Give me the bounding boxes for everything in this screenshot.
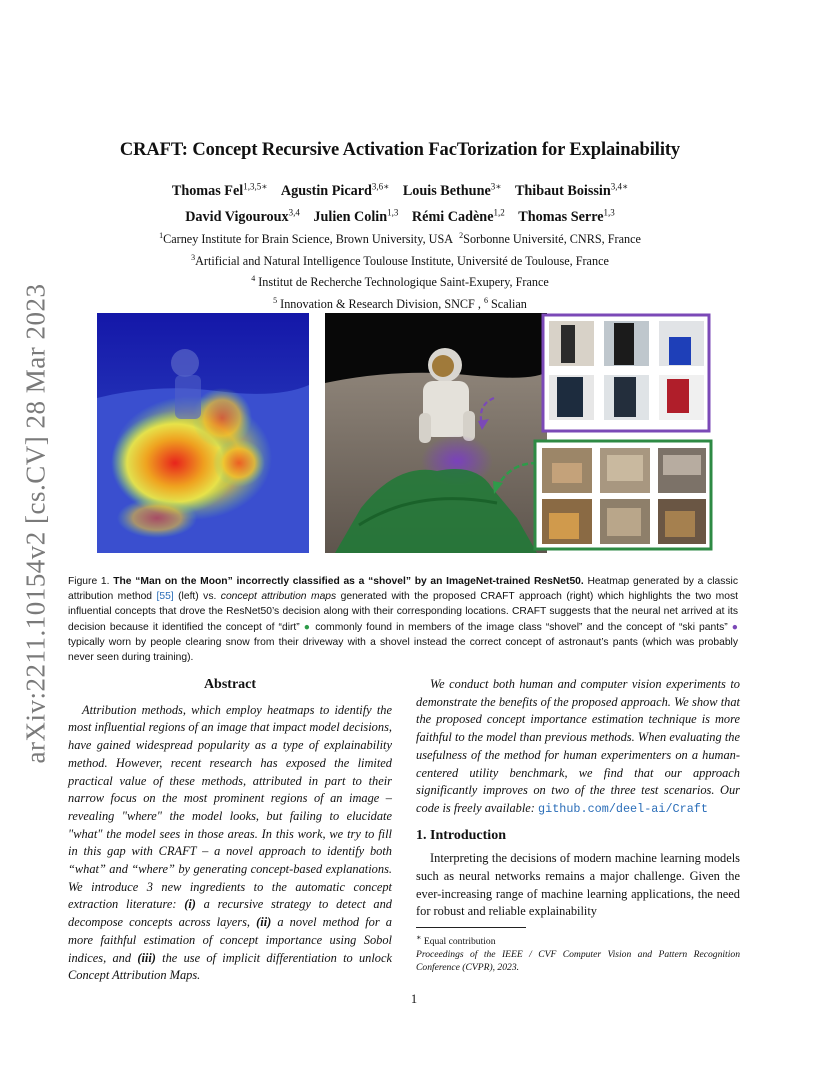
concept-ski-pants-dot: ● bbox=[731, 621, 738, 633]
section-heading-introduction: 1. Introduction bbox=[416, 827, 506, 843]
footnote-equal-contribution: ∗ Equal contribution bbox=[416, 933, 496, 948]
author: Thibaut Boissin$^{3,4∗}$ bbox=[514, 181, 629, 199]
citation-link[interactable]: [55] bbox=[156, 591, 174, 603]
affiliation-line: $^4$ Institut de Recherche Technologique Saint-Exupery, France bbox=[251, 274, 549, 290]
footnote-proceedings: Proceedings of the IEEE / CVF Computer Vision and Pattern Recognition Conference (CVPR), 2023. bbox=[416, 949, 740, 974]
paper-title: CRAFT: Concept Recursive Activation FacTorization for Explainability bbox=[119, 140, 681, 160]
introduction-paragraph: Interpreting the decisions of modern machine learning models such as neural networks remains a major challenge. Given the ever-increasing range of machine learning applications, the need for robust and reliable explainability bbox=[416, 851, 740, 919]
affiliation-line: $^1$Carney Institute for Brain Science, Brown University, USA $^2$Sorbonne Université, CNRS, France bbox=[159, 231, 641, 247]
author: Thomas Serre$^{1,3}$ bbox=[518, 207, 615, 226]
figure-label: Figure 1. bbox=[68, 576, 110, 587]
left-column bbox=[68, 676, 392, 985]
right-column bbox=[416, 676, 740, 974]
page-number: 1 bbox=[410, 992, 418, 1006]
author: David Vigouroux$^{3,4}$ bbox=[185, 207, 300, 226]
author-list bbox=[80, 175, 720, 228]
footnotes bbox=[416, 931, 740, 974]
abstract-heading: Abstract bbox=[203, 677, 257, 692]
footnote-divider bbox=[416, 927, 526, 928]
affiliations bbox=[80, 227, 720, 313]
abstract-paragraph: Attribution methods, which employ heatmaps to identify the most influential regions of an image that impact model decisions, have gained widespread popularity as a type of explainability method. However, recent research has exposed the limited practical value of these methods, attributed in part to their narrow focus on the most prominent regions of an image – revealing "where" the model looks, but failing to elucidate "what" the model sees in those areas. In this work, we try to fill in this gap with CRAFT – a novel approach to identify both “what” and “where” by generating concept-based explanations. We introduce 3 new ingredients to the automatic concept extraction literature: (i) a recursive strategy to detect and decompose concepts across layers, (ii) a novel method for a more faithful estimation of concept importance using Sobol indices, and (iii) the use of implicit differentiation to unlock Concept Attribution Maps. bbox=[68, 702, 392, 983]
author: Rémi Cadène$^{1,2}$ bbox=[411, 207, 505, 226]
code-repo-link[interactable]: github.com/deel-ai/Craft bbox=[538, 801, 708, 816]
concept-dirt-dot: ● bbox=[303, 621, 312, 633]
figure-illustration bbox=[97, 313, 719, 553]
figure-caption: Figure 1. The “Man on the Moon” incorrectly classified as a “shovel” by an ImageNet-trained ResNet50. Heatmap generated by a classic attribution method [55] (left) vs. concept attribution maps generated with the proposed CRAFT approach (right) which highlights the two most influential concepts that drove the ResNet50’s decision along with their corresponding locations. CRAFT suggests that the neural net arrived at its decision because it identified the concept of “dirt” ● commonly found in members of the image class “shovel” and the concept of “ski pants” ● typically worn by people clearing snow from their driveway with a shovel instead the correct concept of astronaut’s pants (which was probably never seen during training). bbox=[68, 576, 738, 664]
author: Julien Colin$^{1,3}$ bbox=[313, 207, 399, 226]
author: Thomas Fel$^{1,3,5∗}$ bbox=[171, 181, 268, 199]
affiliation-line: $^5$ Innovation & Research Division, SNCF , $^6$ Scalian bbox=[273, 295, 527, 311]
arxiv-sidebar bbox=[22, 283, 50, 763]
affiliation-line: $^3$Artificial and Natural Intelligence Toulouse Institute, Université de Toulouse, France bbox=[191, 252, 609, 268]
figure-1 bbox=[97, 313, 719, 553]
author: Louis Bethune$^{3∗}$ bbox=[402, 181, 502, 199]
caption-bold-lead: The “Man on the Moon” incorrectly classified as a “shovel” by an ImageNet-trained ResNet50. bbox=[113, 576, 584, 587]
arxiv-identifier: arXiv:2211.10154v2 [cs.CV] 28 Mar 2023 bbox=[20, 283, 51, 763]
abstract-paragraph-2: We conduct both human and computer vision experiments to demonstrate the benefits of the proposed approach. We show that the proposed concept importance estimation technique is more faithful to the model than previous methods. When evaluating the usefulness of the method for human experimenters on a human-centered utility benchmark, we find that our approach significantly improves on two of the three test scenarios. Our code is freely available: github.com/deel-ai/Craft bbox=[416, 677, 740, 816]
author: Agustin Picard$^{3,6∗}$ bbox=[280, 181, 390, 199]
